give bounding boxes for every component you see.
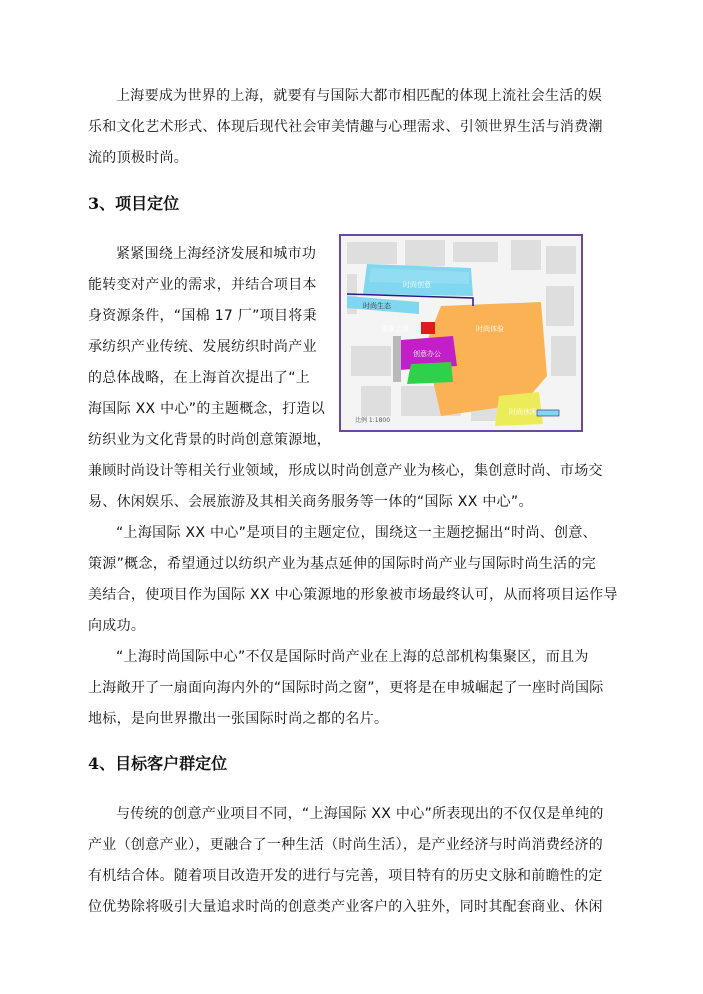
text-line: 能转变对产业的需求，并结合项目本 [88, 277, 317, 293]
text-line: 乐和文化艺术形式、体现后现代社会审美情趣与心理需求、引领世界生活与消费潮 [88, 119, 603, 135]
text-line: 有机结合体。随着项目改造开发的进行与完善，项目特有的历史文脉和前瞻性的定 [88, 868, 603, 884]
map-small-marker [537, 410, 559, 416]
map-scale-legend: 比例 1:1800 [355, 417, 391, 424]
map-red-marker [421, 322, 435, 334]
text-line: 上海要成为世界的上海，就要有与国际大都市相匹配的体现上流社会生活的娱 [116, 88, 603, 104]
text-line: 向成功。 [88, 618, 146, 634]
text-line: “上海时尚国际中心”不仅是国际时尚产业在上海的总部机构集聚区，而且为 [116, 649, 589, 665]
fashion-center-paragraph [88, 642, 608, 735]
text-line: 策源”概念，希望通过以纺织产业为基点延伸的国际时尚产业与国际时尚生活的完 [88, 556, 597, 572]
text-line: 身资源条件，“国棉 17 厂”项目将秉 [88, 308, 317, 324]
map-label-top: 时尚创意 [403, 281, 431, 289]
positioning-continuation [88, 456, 608, 518]
target-customers-paragraph [88, 799, 608, 923]
text-line: 紧紧围绕上海经济发展和城市功 [116, 246, 317, 262]
map-label-bottom-right: 时尚休闲 [509, 408, 537, 416]
theme-paragraph [88, 518, 618, 642]
map-zone-grey [393, 336, 401, 382]
text-line: 承纺织产业传统、发展纺织时尚产业 [88, 339, 317, 355]
text-line: 位优势除将吸引大量追求时尚的创意类产业客户的入驻外，同时其配套商业、休闲 [88, 899, 603, 915]
text-line: 兼顾时尚设计等相关行业领域，形成以时尚创意产业为核心，集创意时尚、市场交 [88, 463, 603, 479]
map-label-left: 时尚生态 [363, 302, 391, 310]
text-line: 产业（创意产业），更融合了一种生活（时尚生活），是产业经济与时尚消费经济的 [88, 837, 604, 853]
text-line: 美结合，使项目作为国际 XX 中心策源地的形象被市场最终认可，从而将项目运作导 [88, 587, 618, 603]
text-line: 海国际 XX 中心”的主题概念，打造以 [88, 401, 326, 417]
text-line: “上海国际 XX 中心”是项目的主题定位，围绕这一主题挖掘出“时尚、创意、 [116, 525, 597, 541]
text-line: 易、休闲娱乐、会展旅游及其相关商务服务等一体的“国际 XX 中心”。 [88, 494, 533, 510]
text-line: 上海敞开了一扇面向海内外的“国际时尚之窗”，更将是在申城崛起了一座时尚国际 [88, 680, 604, 696]
text-line: 流的顶极时尚。 [88, 150, 189, 166]
map-label-center: 时尚体验 [476, 325, 504, 333]
intro-paragraph [88, 81, 608, 174]
site-plan-map [339, 234, 583, 432]
map-label-middle-left: 策展会所 [381, 325, 409, 333]
map-label-purple: 创意办公 [413, 350, 441, 358]
text-line: 的总体战略，在上海首次提出了“上 [88, 370, 311, 386]
text-line: 纺织业为文化背景的时尚创意策源地， [88, 432, 332, 448]
section-4-heading: 4、目标客户群定位 [88, 754, 228, 773]
site-plan-svg [341, 236, 581, 430]
positioning-wrap-paragraph [88, 239, 338, 456]
map-zone-green [407, 362, 453, 384]
text-line: 地标，是向世界撒出一张国际时尚之都的名片。 [88, 711, 389, 727]
section-3-heading: 3、项目定位 [88, 194, 180, 213]
text-line: 与传统的创意产业项目不同，“上海国际 XX 中心”所表现出的不仅仅是单纯的 [116, 806, 604, 822]
